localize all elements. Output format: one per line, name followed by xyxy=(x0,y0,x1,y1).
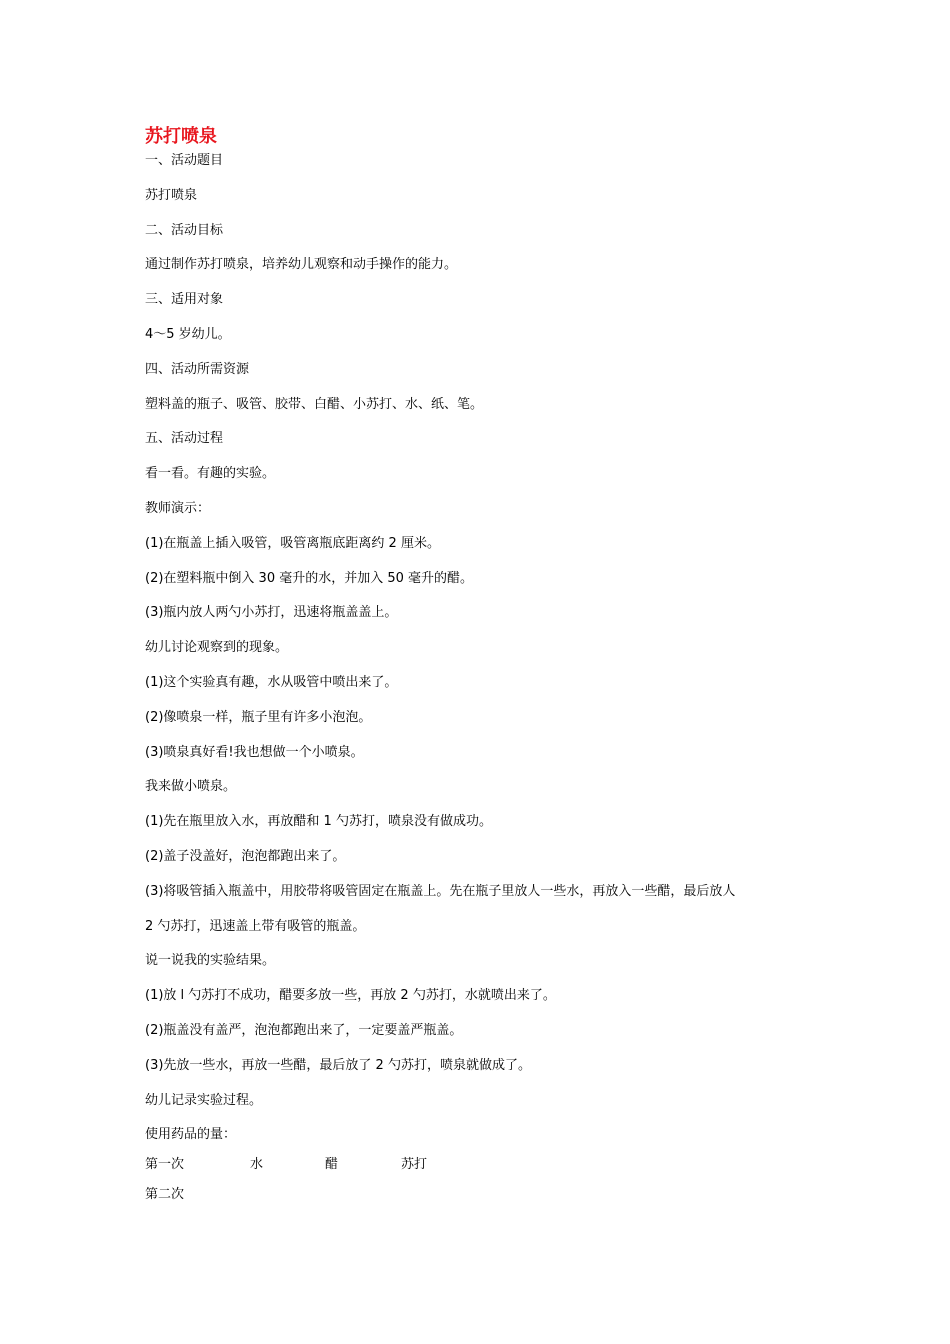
resources-text: 塑料盖的瓶子、吸管、胶带、白醋、小苏打、水、纸、笔。 xyxy=(145,396,484,412)
make-step-3 xyxy=(145,882,825,937)
section-heading-process: 五、活动过程 xyxy=(145,431,224,447)
section-heading-resources: 四、活动所需资源 xyxy=(145,361,250,377)
demo-step-2: (2)在塑料瓶中倒入 30 毫升的水，并加入 50 毫升的醋。 xyxy=(145,570,474,586)
teacher-demo-heading: 教师演示： xyxy=(145,500,211,516)
make-step-2: (2)盖子没盖好，泡泡都跑出来了。 xyxy=(145,848,346,864)
make-step-1: (1)先在瓶里放入水，再放醋和 1 勺苏打，喷泉没有做成功。 xyxy=(145,814,492,830)
record-cell-trial: 第一次 xyxy=(145,1157,185,1173)
document-title: 苏打喷泉 xyxy=(145,126,217,147)
audience-text: 4～5 岁幼儿。 xyxy=(145,326,231,342)
result-item-3: (3)先放一些水，再放一些醋，最后放了 2 勺苏打，喷泉就做成了。 xyxy=(145,1057,531,1073)
document-page xyxy=(145,126,825,1215)
result-item-2: (2)瓶盖没有盖严，泡泡都跑出来了，一定要盖严瓶盖。 xyxy=(145,1022,463,1038)
process-intro: 看一看。有趣的实验。 xyxy=(145,466,276,482)
section-heading-topic: 一、活动题目 xyxy=(145,153,224,168)
record-cell-soda: 苏打 xyxy=(401,1157,428,1173)
demo-step-3: (3)瓶内放人两勺小苏打，迅速将瓶盖盖上。 xyxy=(145,605,398,621)
discussion-item-2: (2)像喷泉一样，瓶子里有许多小泡泡。 xyxy=(145,709,372,725)
demo-step-1: (1)在瓶盖上插入吸管，吸管离瓶底距离约 2 厘米。 xyxy=(145,535,440,551)
discussion-item-3: (3)喷泉真好看!我也想做一个小喷泉。 xyxy=(145,744,364,760)
discussion-item-1: (1)这个实验真有趣，水从吸管中喷出来了。 xyxy=(145,674,398,690)
discussion-heading: 幼儿讨论观察到的现象。 xyxy=(145,640,289,656)
section-heading-audience: 三、适用对象 xyxy=(145,292,224,308)
results-heading: 说一说我的实验结果。 xyxy=(145,953,276,969)
result-item-1: (1)放 l 勺苏打不成功，醋要多放一些，再放 2 勺苏打，水就喷出来了。 xyxy=(145,988,556,1004)
usage-heading: 使用药品的量： xyxy=(145,1127,237,1143)
record-row-1 xyxy=(145,1155,825,1175)
record-heading: 幼儿记录实验过程。 xyxy=(145,1092,263,1108)
record-cell-water: 水 xyxy=(250,1157,264,1173)
section-heading-goal: 二、活动目标 xyxy=(145,222,224,238)
record-cell-trial-2: 第二次 xyxy=(145,1187,185,1203)
make-fountain-heading: 我来做小喷泉。 xyxy=(145,779,237,795)
record-cell-vinegar: 醋 xyxy=(325,1157,339,1173)
make-step-3-line-1: (3)将吸管插入瓶盖中，用胶带将吸管固定在瓶盖上。先在瓶子里放人一些水，再放入一些醋，最后放人 xyxy=(145,883,736,899)
record-row-2 xyxy=(145,1185,825,1205)
goal-text: 通过制作苏打喷泉，培养幼儿观察和动手操作的能力。 xyxy=(145,257,458,273)
make-step-3-line-2: 2 勺苏打，迅速盖上带有吸管的瓶盖。 xyxy=(145,918,366,934)
topic-text: 苏打喷泉 xyxy=(145,187,198,203)
